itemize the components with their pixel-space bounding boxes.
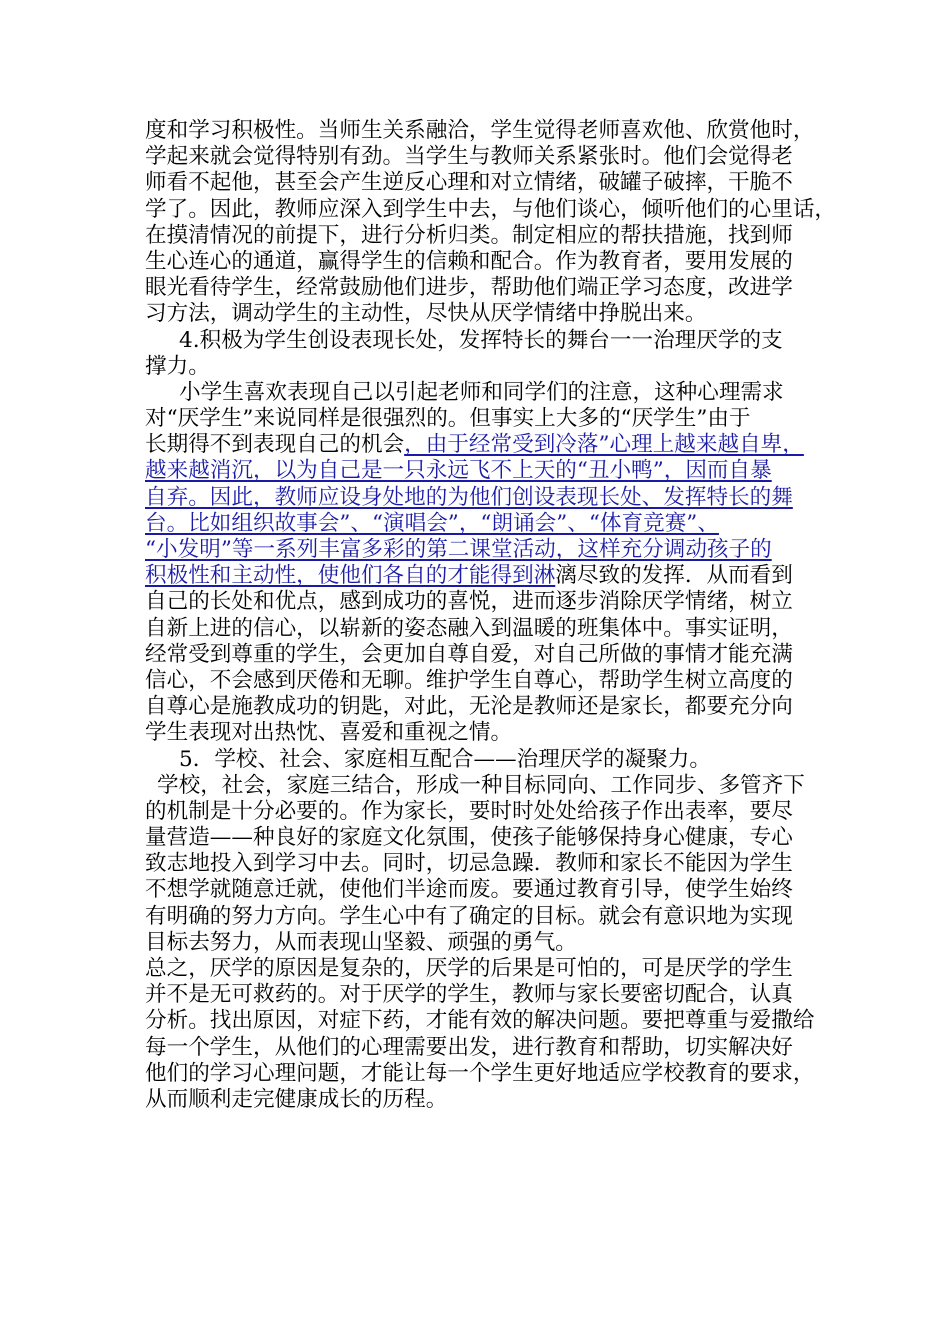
text-line: 在摸清情况的前提下，进行分析归类。制定相应的帮扶措施，找到师: [145, 222, 793, 248]
text-line: 总之，厌学的原因是复杂的，厌学的后果是可怕的，可是厌学的学生: [145, 956, 793, 981]
document-page: [145, 118, 837, 1113]
text-line: 师看不起他，甚至会产生逆反心理和对立情绪，破罐子破摔，干脆不: [145, 170, 793, 196]
text-line: 致志地投入到学习中去。同时，切忌急躁．教师和家长不能因为学生: [145, 851, 793, 877]
text-line: [145, 432, 813, 458]
paragraph-school-family: [145, 773, 813, 956]
text-line: 并不是无可救药的。对于厌学的学生，教师与家长要密切配合，认真: [145, 982, 793, 1008]
text-line: 学起来就会觉得特别有劲。当学生与教师关系紧张时。他们会觉得老: [145, 144, 793, 170]
text-line: 生心连心的通道，赢得学生的信赖和配合。作为教育者，要用发展的: [145, 248, 793, 274]
section-heading-5: [145, 747, 813, 773]
heading-line: 4.积极为学生创设表现长处，发挥特长的舞台一一治理厌学的支: [179, 327, 783, 353]
text-line: 的机制是十分必要的。作为家长，要时时处处给孩子作出表率，要尽: [145, 798, 793, 824]
heading-line: 撑力。: [145, 353, 210, 379]
hyperlink-text[interactable]: 自弃。因此，教师应设身处地的为他们创设表现长处、发挥特长的舞: [145, 484, 793, 510]
text-line: 从而顺利走完健康成长的历程。: [145, 1086, 448, 1112]
section-heading-4: [145, 328, 813, 380]
text-line: 学校，社会，家庭三结合，形成一种目标同向、工作同步、多管齐下: [157, 772, 805, 798]
text-segment: 漓尽致的发挥．从而看到: [555, 563, 793, 589]
text-line: 每一个学生，从他们的心理需要出发，进行教育和帮助，切实解决好: [145, 1034, 793, 1060]
text-line: [145, 563, 813, 589]
text-line: 度和学习积极性。当师生关系融洽，学生觉得老师喜欢他、欣赏他时，: [145, 118, 815, 143]
text-line: 不想学就随意迁就，使他们半途而废。要通过教育引导，使学生始终: [145, 877, 793, 903]
text-line: 自尊心是施教成功的钥匙，对此，无沦是教师还是家长，都要充分向: [145, 694, 793, 720]
paragraph-showcase-strengths: [145, 380, 813, 747]
hyperlink-text[interactable]: 台。比如组织故事会”、“演唱会”，“朗诵会”、“体育竞赛”、: [145, 510, 719, 536]
text-line: 量营造——种良好的家庭文化氛围，使孩子能够保持身心健康，专心: [145, 825, 793, 851]
text-line: 他们的学习心理问题，才能让每一个学生更好地适应学校教育的要求，: [145, 1060, 815, 1086]
text-line: 对“厌学生”来说同样是很强烈的。但事实上大多的“厌学生”由于: [145, 406, 751, 432]
text-line: 自新上进的信心，以崭新的姿态融入到温暖的班集体中。事实证明，: [145, 615, 793, 641]
text-line: 自己的长处和优点，感到成功的喜悦，进而逐步消除厌学情绪，树立: [145, 589, 793, 615]
text-line: 分析。找出原因，对症下药，才能有效的解决问题。要把尊重与爱撒给: [145, 1008, 815, 1034]
paragraph-conclusion: [145, 956, 813, 1113]
text-line: 信心，不会感到厌倦和无聊。维护学生自尊心，帮助学生树立高度的: [145, 667, 793, 693]
text-line: 小学生喜欢表现自己以引起老师和同学们的注意，这种心理需求: [179, 379, 784, 405]
text-line: 习方法，调动学生的主动性，尽快从厌学情绪中挣脱出来。: [145, 301, 707, 327]
hyperlink-text[interactable]: “小发明”等一系列丰富多彩的第二课堂活动，这样充分调动孩子的: [145, 537, 772, 562]
text-line: 有明确的努力方向。学生心中有了确定的目标。就会有意识地为实现: [145, 903, 793, 929]
text-line: 眼光看待学生，经常鼓励他们进步，帮助他们端正学习态度，改进学: [145, 275, 793, 301]
text-segment: 长期得不到表现自己的机会: [145, 432, 405, 458]
text-line: 学生表现对出热忱、喜爱和重视之情。: [145, 720, 513, 746]
hyperlink-text[interactable]: 越来越消沉，以为自己是一只永远飞不上天的“丑小鸭”，因而自暴: [145, 458, 772, 484]
hyperlink-text[interactable]: 积极性和主动性，使他们各自的才能得到淋: [145, 563, 556, 589]
text-line: 学了。因此，教师应深入到学生中去，与他们谈心，倾听他们的心里话，: [145, 196, 837, 222]
text-line: 经常受到尊重的学生，会更加自尊自爱，对自己所做的事情才能充满: [145, 641, 793, 667]
heading-line: 5．学校、社会、家庭相互配合——治理厌学的凝聚力。: [179, 746, 711, 772]
hyperlink-text[interactable]: ，由于经常受到冷落”心理上越来越自卑，: [404, 432, 804, 458]
paragraph-relationship: [145, 118, 837, 328]
text-line: 目标去努力，从而表现山坚毅、顽强的勇气。: [145, 929, 577, 955]
